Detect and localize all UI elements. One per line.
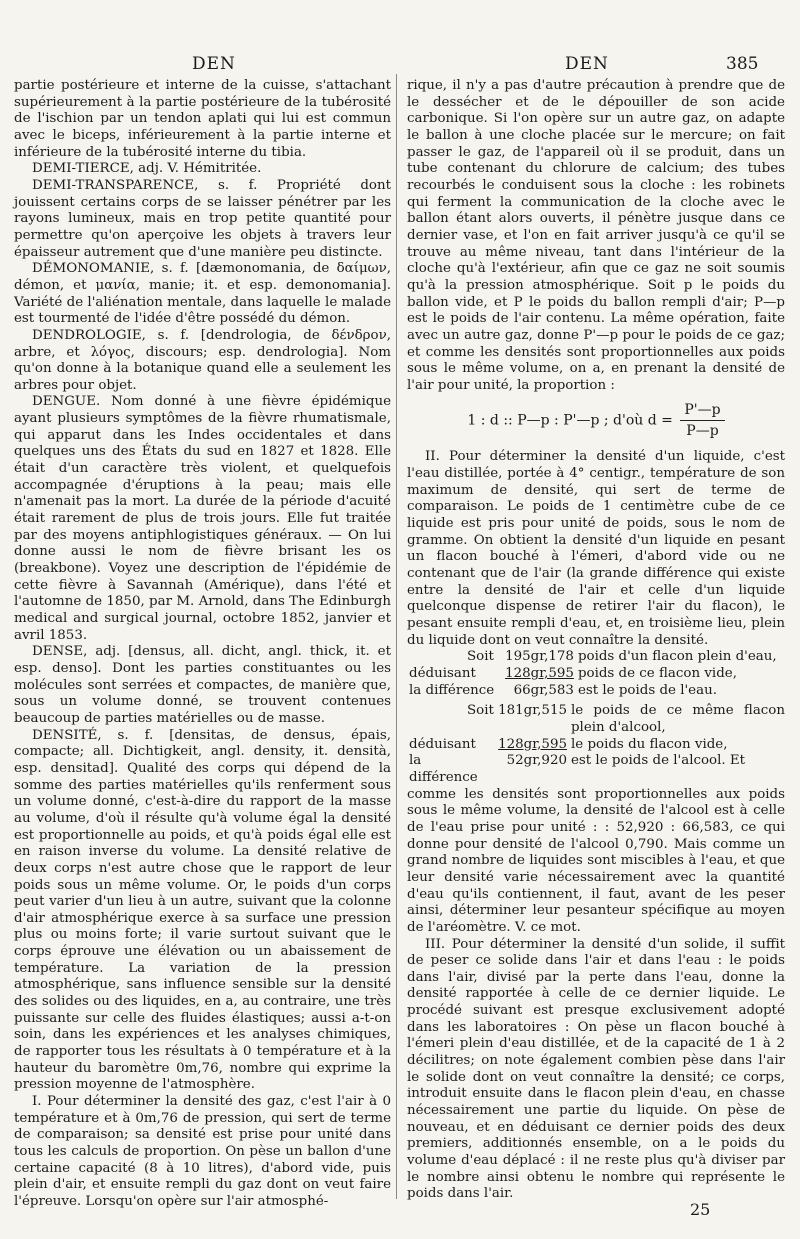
alcohol-density-text: comme les densités sont proportionnelles aux poids sous le même volume, la densité de l'alcool est à celle de l'eau prise pour unité : : 52,920 : 66,583, ce qui donne pour densité de l'alcool 0,790. Mais comme un grand nombre de liquides sont miscibles à l'eau, et que leur densité varie nécessairement avec la quantité d'eau qu'ils contiennent, il faut, avant de les peser ainsi, déterminer leur pesanteur spécifique au moyen de l'aréomètre. V. ce mot. — [407, 786, 785, 935]
calc-row — [407, 737, 785, 754]
running-head-left: DEN — [192, 54, 236, 74]
calc-row — [407, 649, 785, 666]
calc-label: Soit — [467, 649, 494, 665]
page-number: 385 — [726, 54, 759, 74]
calc-value: 128gr,595 — [498, 736, 567, 752]
density-formula — [407, 400, 785, 441]
formula-fraction — [680, 400, 724, 441]
calc-value: 195gr,178 — [505, 649, 574, 665]
formula-denominator: P—p — [686, 423, 719, 440]
calc-text: le poids de ce même flacon plein d'alcool, — [570, 703, 785, 735]
calc-text: poids d'un flacon plein d'eau, — [577, 649, 777, 665]
calc-text: est le poids de l'alcool. Et — [570, 753, 746, 769]
calc-row — [407, 703, 785, 736]
calc-label: Soit — [467, 703, 494, 719]
entry-dendrologie: DENDROLOGIE, s. f. [dendrologia, de δένδρον, arbre, et λόγος, discours; esp. dendrologia]. Nom qu'on donne à la botanique quand elle a seulement les arbres pour objet. — [14, 327, 391, 393]
left-column — [14, 78, 391, 1211]
formula-numerator: P'—p — [680, 400, 724, 421]
water-weight-calculation — [407, 649, 785, 699]
column-rule — [396, 74, 397, 1199]
calc-row — [407, 666, 785, 683]
calc-value: 52gr,920 — [506, 753, 567, 769]
calc-text: le poids du flacon vide, — [570, 736, 728, 752]
entry-demi-transparence: DEMI-TRANSPARENCE, s. f. Propriété dont jouissent certains corps de se laisser pénétrer par les rayons lumineux, mais en trop petite quantité pour permettre qu'on aperçoive les objets à travers leur épaisseur autrement que d'une manière peu distincte. — [14, 177, 391, 260]
entry-demi-tierce: DEMI-TIERCE, adj. V. Hémitritée. — [32, 161, 262, 177]
section-liquide: II. Pour déterminer la densité d'un liquide, c'est l'eau distillée, portée à 4° centigr., température de son maximum de densité, qui sert de terme de comparaison. Le poids de 1 centimètre cube de ce liquide est pris pour unité de poids, sous le nom de gramme. On obtient la densité d'un liquide en pesant un flacon bouché à l'émeri, d'abord vide ou ne contenant que de l'air (la grande différence qui existe entre la densité de l'air et celle d'un liquide quelconque dispense de retirer l'air du flacon), le pesant ensuite rempli d'eau, et, en troisième lieu, plein du liquide dont on veut connaître la densité. — [407, 449, 785, 648]
calc-value: 66gr,583 — [513, 682, 574, 698]
calc-label: la différence — [409, 682, 495, 698]
entry-continuation: partie postérieure et interne de la cuisse, s'attachant supérieurement à la partie postérieure de la tubérosité de l'ischion par un tendon aplati qui lui est commun avec le biceps, inférieurement à la partie interne et inférieure de la tubérosité interne du tibia. — [14, 78, 391, 160]
calc-row — [407, 753, 785, 786]
calc-row — [407, 683, 785, 700]
running-head-right: DEN — [565, 54, 609, 74]
signature-mark: 25 — [690, 1200, 711, 1219]
calc-text: poids de ce flacon vide, — [577, 666, 737, 681]
section-solide: III. Pour déterminer la densité d'un solide, il suffit de peser ce solide dans l'air et dans l'eau : le poids dans l'air, divisé par la perte dans l'eau, donne la densité rapportée à celle de ce dernier liquide. Le procédé suivant est presque exclusivement adopté dans les laboratoires : On pèse un flacon bouché à l'émeri plein d'eau distillée, et de la capacité de 1 à 2 décilitres; on note également combien pèse dans l'air le solide dont on veut connaître la densité; ce corps, introduit ensuite dans le flacon plein d'eau, en chasse nécessairement une partie du liquide. On pèse de nouveau, et en déduisant ce dernier poids des deux premiers, additionnés ensemble, on a le poids du volume d'eau déplacé : il ne reste plus qu'à diviser par le nombre ainsi obtenu le nombre qui représente le poids dans l'air. — [407, 936, 785, 1202]
right-column — [407, 78, 785, 1203]
entry-demonomanie: DÉMONOMANIE, s. f. [dæmonomania, de δαίμων, démon, et μανία, manie; it. et esp. demonomania]. Variété de l'aliénation mentale, dans laquelle le malade est tourmenté de l'idée d'être possédé du démon. — [14, 261, 391, 327]
calc-label: déduisant — [409, 736, 476, 752]
calc-label: la différence — [409, 753, 478, 785]
calc-text: est le poids de l'eau. — [577, 682, 717, 698]
entry-dengue: DENGUE. Nom donné à une fièvre épidémique ayant plusieurs symptômes de la fièvre rhumatismale, qui apparut dans les Indes occidentales et dans quelques uns des États du sud en 1827 et 1828. Elle était d'un caractère très violent, et quelquefois accompagnée d'éruptions à la peau; mais elle n'amenait pas la mort. La durée de la période d'acuité était rarement de plus de trois jours. Elle fut traitée par des moyens antiphlogistiques généraux. — On lui donne aussi le nom de fièvre brisant les os (breakbone). Voyez une description de l'épidémie de cette fièvre à Savannah (Amérique), dans l'été et l'automne de 1850, par M. Arnold, dans The Edinburgh medical and surgical journal, octobre 1852, janvier et avril 1853. — [14, 394, 391, 643]
formula-proportion: 1 : d :: P—p : P'—p ; d'où d = — [467, 412, 673, 429]
calc-value: 181gr,515 — [498, 703, 567, 719]
calc-label: déduisant — [409, 666, 476, 681]
gaz-continuation: rique, il n'y a pas d'autre précaution à prendre que de le dessécher et de le dépouiller de son acide carbonique. Si l'on opère sur un autre gaz, on adapte le ballon à une cloche placée sur le mercure; on fait passer le gaz, de l'appareil où il se produit, dans un tube contenant du chlorure de calcium; des tubes recourbés le conduisent sous la cloche : les robinets qui ferment la communication de la cloche avec le ballon étant alors ouverts, il pénètre jusque dans ce dernier vase, et l'on en fait arriver jusqu'à ce qu'il se trouve au même niveau, tant dans l'intérieur de la cloche qu'à l'extérieur, afin que ce gaz ne soit soumis qu'à la pression atmosphérique. Soit p le poids du ballon vide, et P le poids du ballon rempli d'air; P—p est le poids de l'air contenu. La même opération, faite avec un autre gaz, donne P'—p pour le poids de ce gaz; et comme les densités sont proportionnelles aux poids sous le même volume, on a, en prenant la densité de l'air pour unité, la proportion : — [407, 78, 785, 393]
alcohol-weight-calculation — [407, 703, 785, 786]
calc-value: 128gr,595 — [505, 666, 574, 681]
entry-densite: DENSITÉ, s. f. [densitas, de densus, épais, compacte; all. Dichtigkeit, angl. density, it. densità, esp. densitad]. Qualité des corps qui dépend de la somme des parties matérielles qu'ils renferment sous un volume donné, c'est-à-dire du rapport de la masse au volume, d'où il résulte qu'à volume égal la densité est proportionnelle au poids, et qu'à poids égal elle est en raison inverse du volume. La densité relative de deux corps n'est autre chose que le rapport de leur poids sous un même volume. Or, le poids d'un corps peut varier d'un lieu à un autre, suivant que la colonne d'air atmosphérique exerce à sa surface une pression plus ou moins forte; il varie surtout suivant que le corps éprouve une élévation ou un abaissement de température. La variation de la pression atmosphérique, sans influence sensible sur la densité des solides ou des liquides, en a, au contraire, une très puissante sur celle des fluides élastiques; aussi a-t-on soin, dans les expériences et les analyses chimiques, de rapporter tous les résultats à 0 température et à la hauteur du baromètre 0m,76, nombre qui exprime la pression moyenne de l'atmosphère. — [14, 727, 391, 1093]
entry-dense: DENSE, adj. [densus, all. dicht, angl. thick, it. et esp. denso]. Dont les parties constituantes ou les molécules sont serrées et compactes, de manière que, sous un volume donné, se trouvent contenues beaucoup de parties matérielles ou de masse. — [14, 644, 391, 726]
section-gaz: I. Pour déterminer la densité des gaz, c'est l'air à 0 température et à 0m,76 de pression, qui sert de terme de comparaison; sa densité est prise pour unité dans tous les calculs de proportion. On pèse un ballon d'une certaine capacité (8 à 10 litres), d'abord vide, puis plein d'air, et ensuite rempli du gaz dont on veut faire l'épreuve. Lorsqu'on opère sur l'air atmosphé- — [14, 1094, 391, 1209]
